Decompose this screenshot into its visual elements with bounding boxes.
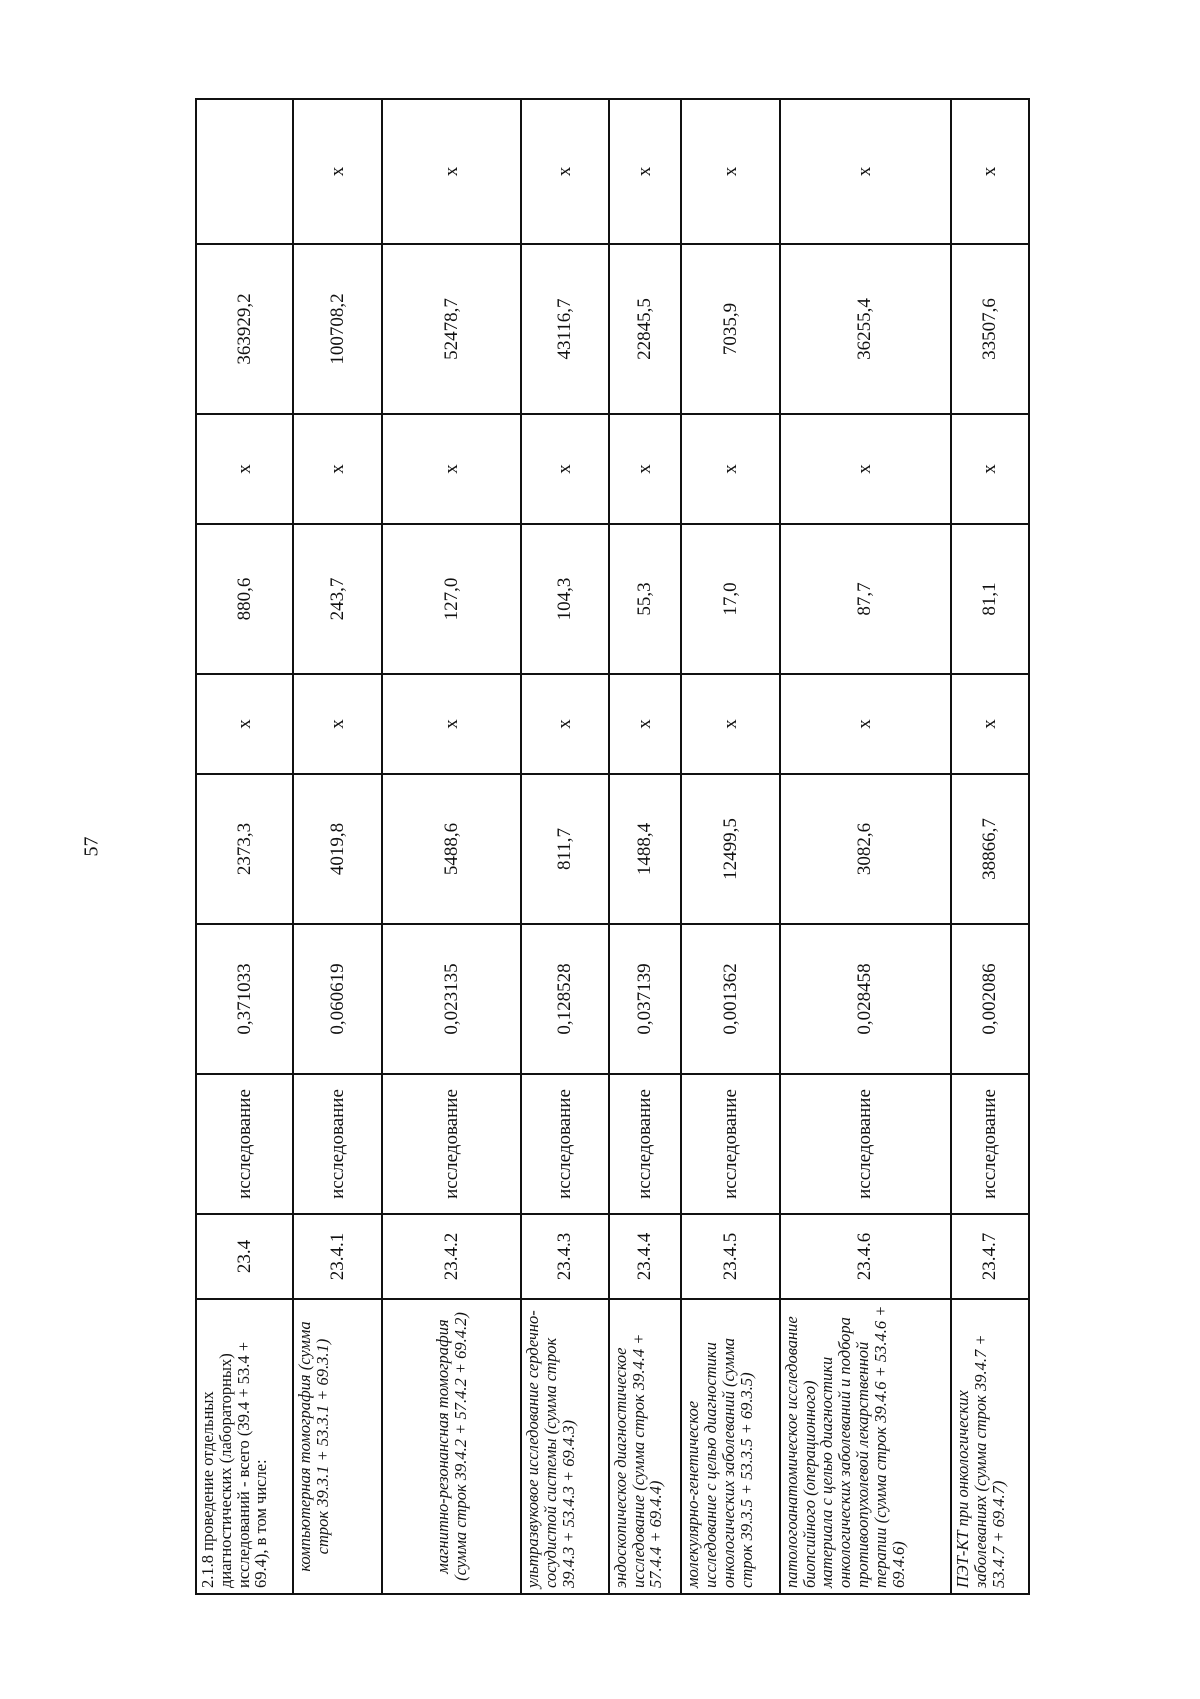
- row-cost: 1488,4: [609, 774, 682, 924]
- row-x-cell: х: [293, 99, 382, 244]
- row-unit: исследование: [780, 1074, 951, 1214]
- row-cost: 4019,8: [293, 774, 382, 924]
- row-unit: исследование: [293, 1074, 382, 1214]
- row-name: компьютерная томография (сумма строк 39.3.1 + 53.3.1 + 69.3.1): [293, 1299, 382, 1594]
- row-unit: исследование: [951, 1074, 1029, 1214]
- row-x-cell: х: [196, 414, 293, 524]
- row-total: 363929,2: [196, 244, 293, 414]
- row-code: 23.4.3: [521, 1214, 609, 1299]
- row-x-cell: х: [780, 414, 951, 524]
- row-name: молекулярно-генетическое исследование с целью диагностики онкологических заболеваний (сумма строк 39.3.5 + 53.3.5 + 69.3.5): [681, 1299, 779, 1594]
- table-row: [196, 99, 293, 1594]
- row-volume: 0,060619: [293, 924, 382, 1074]
- row-x-cell: [196, 99, 293, 244]
- table-row: [293, 99, 382, 1594]
- row-name: ПЭТ-КТ при онкологических заболеваниях (сумма строк 39.4.7 + 53.4.7 + 69.4.7): [951, 1299, 1029, 1594]
- row-volume: 0,023135: [382, 924, 521, 1074]
- row-cost: 2373,3: [196, 774, 293, 924]
- row-volume: 0,002086: [951, 924, 1029, 1074]
- rotated-table-wrapper: [195, 100, 1030, 1595]
- row-name: 2.1.8 проведение отдельных диагностических (лабораторных) исследований - всего (39.4 + 53.4 + 69.4), в том числе:: [196, 1299, 293, 1594]
- row-code: 23.4.7: [951, 1214, 1029, 1299]
- page-number: 57: [80, 836, 103, 857]
- row-x-cell: х: [382, 414, 521, 524]
- row-code: 23.4.2: [382, 1214, 521, 1299]
- row-total: 22845,5: [609, 244, 682, 414]
- row-code: 23.4.4: [609, 1214, 682, 1299]
- row-x-cell: х: [382, 674, 521, 774]
- table-row: [609, 99, 682, 1594]
- row-x-cell: х: [609, 99, 682, 244]
- row-code: 23.4.5: [681, 1214, 779, 1299]
- table-row: [382, 99, 521, 1594]
- row-per-capita: 81,1: [951, 524, 1029, 674]
- row-volume: 0,371033: [196, 924, 293, 1074]
- row-name: ультразвуковое исследование сердечно-сосудистой системы (сумма строк 39.4.3 + 53.4.3 + 69.4.3): [521, 1299, 609, 1594]
- table-row: [780, 99, 951, 1594]
- row-x-cell: х: [951, 414, 1029, 524]
- table-row: [521, 99, 609, 1594]
- row-cost: 38866,7: [951, 774, 1029, 924]
- row-x-cell: х: [196, 674, 293, 774]
- row-per-capita: 243,7: [293, 524, 382, 674]
- table-row: [951, 99, 1029, 1594]
- row-per-capita: 17,0: [681, 524, 779, 674]
- row-x-cell: х: [780, 99, 951, 244]
- row-total: 52478,7: [382, 244, 521, 414]
- row-x-cell: х: [609, 414, 682, 524]
- row-unit: исследование: [609, 1074, 682, 1214]
- row-total: 36255,4: [780, 244, 951, 414]
- row-x-cell: х: [521, 99, 609, 244]
- row-cost: 12499,5: [681, 774, 779, 924]
- row-x-cell: х: [681, 99, 779, 244]
- row-per-capita: 87,7: [780, 524, 951, 674]
- row-code: 23.4: [196, 1214, 293, 1299]
- row-per-capita: 104,3: [521, 524, 609, 674]
- row-code: 23.4.6: [780, 1214, 951, 1299]
- row-x-cell: х: [951, 99, 1029, 244]
- row-per-capita: 127,0: [382, 524, 521, 674]
- row-unit: исследование: [196, 1074, 293, 1214]
- row-x-cell: х: [681, 414, 779, 524]
- row-x-cell: х: [951, 674, 1029, 774]
- row-code: 23.4.1: [293, 1214, 382, 1299]
- row-x-cell: х: [609, 674, 682, 774]
- row-x-cell: х: [293, 674, 382, 774]
- row-name: магнитно-резонансная томография (сумма строк 39.4.2 + 57.4.2 + 69.4.2): [382, 1299, 521, 1594]
- row-per-capita: 55,3: [609, 524, 682, 674]
- row-cost: 3082,6: [780, 774, 951, 924]
- row-cost: 811,7: [521, 774, 609, 924]
- row-unit: исследование: [681, 1074, 779, 1214]
- row-x-cell: х: [521, 674, 609, 774]
- row-x-cell: х: [382, 99, 521, 244]
- row-per-capita: 880,6: [196, 524, 293, 674]
- row-name: патологоанатомическое исследование биопсийного (операционного) материала с целью диагностики онкологических заболеваний и подбора противоопухолевой лекарственной терапии (сумма строк 39.4.6 + 53.4.6 + 69.4.6): [780, 1299, 951, 1594]
- row-name: эндоскопическое диагностическое исследование (сумма строк 39.4.4 + 57.4.4 + 69.4.4): [609, 1299, 682, 1594]
- row-volume: 0,028458: [780, 924, 951, 1074]
- diagnostics-table: [195, 98, 1030, 1595]
- row-total: 100708,2: [293, 244, 382, 414]
- table-row: [681, 99, 779, 1594]
- row-x-cell: х: [681, 674, 779, 774]
- row-total: 7035,9: [681, 244, 779, 414]
- row-total: 33507,6: [951, 244, 1029, 414]
- row-x-cell: х: [293, 414, 382, 524]
- row-volume: 0,128528: [521, 924, 609, 1074]
- row-unit: исследование: [521, 1074, 609, 1214]
- row-volume: 0,001362: [681, 924, 779, 1074]
- row-total: 43116,7: [521, 244, 609, 414]
- row-volume: 0,037139: [609, 924, 682, 1074]
- row-x-cell: х: [780, 674, 951, 774]
- row-x-cell: х: [521, 414, 609, 524]
- row-unit: исследование: [382, 1074, 521, 1214]
- row-cost: 5488,6: [382, 774, 521, 924]
